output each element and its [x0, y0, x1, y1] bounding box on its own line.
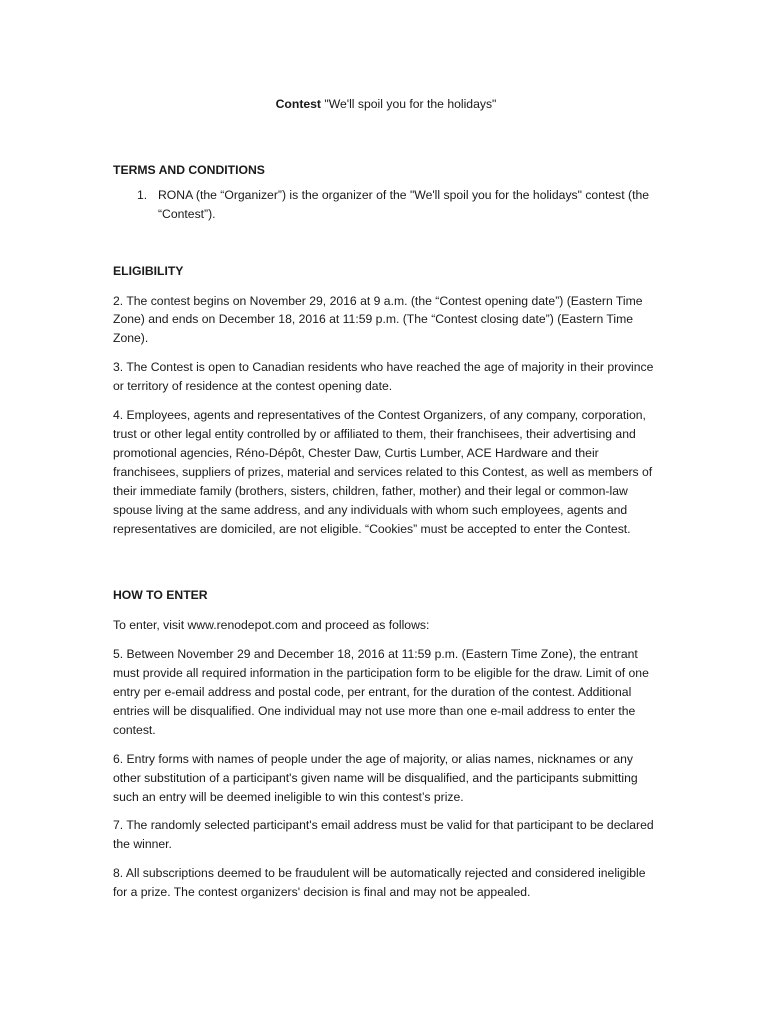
how-to-enter-heading: HOW TO ENTER: [113, 588, 208, 603]
eligibility-paragraph-3: 3. The Contest is open to Canadian residents who have reached the age of majority in their province or territory of residence at the contest opening date.: [113, 360, 654, 394]
terms-item-1-text: RONA (the “Organizer”) is the organizer of the "We'll spoil you for the holidays" contest (the “Contest”).: [158, 187, 650, 221]
terms-item-1: [137, 186, 659, 224]
section-spacer: [113, 224, 659, 262]
how-to-enter-paragraph-8: 8. All subscriptions deemed to be fraudulent will be automatically rejected and considered ineligible for a prize. The contest organizers' decision is final and may not be appealed.: [113, 866, 646, 900]
eligibility-heading: ELIGIBILITY: [113, 263, 184, 278]
document-page: [113, 95, 659, 912]
section-spacer: [113, 548, 659, 586]
document-title-bold: Contest: [275, 97, 321, 111]
how-to-enter-intro: To enter, visit www.renodepot.com and proceed as follows:: [113, 618, 430, 633]
document-title: [113, 95, 659, 114]
eligibility-paragraph-4: 4. Employees, agents and representatives of the Contest Organizers, of any company, corporation, trust or other legal entity controlled by or affiliated to them, their franchisees, their advertising and promotional agencies, Réno-Dépôt, Chester Daw, Curtis Lumber, ACE Hardware and their franchisees, suppliers of prizes, material and services related to this Contest, as well as members of their immediate family (brothers, sisters, children, father, mother) and their legal or common-law spouse living at the same address, and any individuals with whom such employees, agents and representatives are domiciled, are not eligible. “Cookies” must be accepted to enter the Contest.: [113, 408, 653, 536]
how-to-enter-paragraph-6: 6. Entry forms with names of people under the age of majority, or alias names, nicknames or any other substitution of a participant's given name will be disqualified, and the participants submitting such an entry will be deemed ineligible to win this contest’s prize.: [113, 751, 638, 804]
how-to-enter-paragraph-5: 5. Between November 29 and December 18, 2016 at 11:59 p.m. (Eastern Time Zone), the entrant must provide all required information in the participation form to be eligible for the draw. Limit of one entry per e-email address and postal code, per entrant, for the duration of the contest. Additional entries will be disqualified. One individual may not use more than one e-mail address to enter the contest.: [113, 647, 649, 737]
document-title-rest: "We'll spoil you for the holidays": [321, 97, 497, 111]
eligibility-paragraph-2: 2. The contest begins on November 29, 2016 at 9 a.m. (the “Contest opening date”) (Eastern Time Zone) and ends on December 18, 2016 at 11:59 p.m. (The “Contest closing date”) (Eastern Time Zone).: [113, 293, 643, 346]
terms-heading: TERMS AND CONDITIONS: [113, 162, 265, 177]
how-to-enter-paragraph-7: 7. The randomly selected participant's email address must be valid for that participant to be declared the winner.: [113, 818, 654, 852]
terms-item-1-number: 1.: [137, 187, 148, 202]
